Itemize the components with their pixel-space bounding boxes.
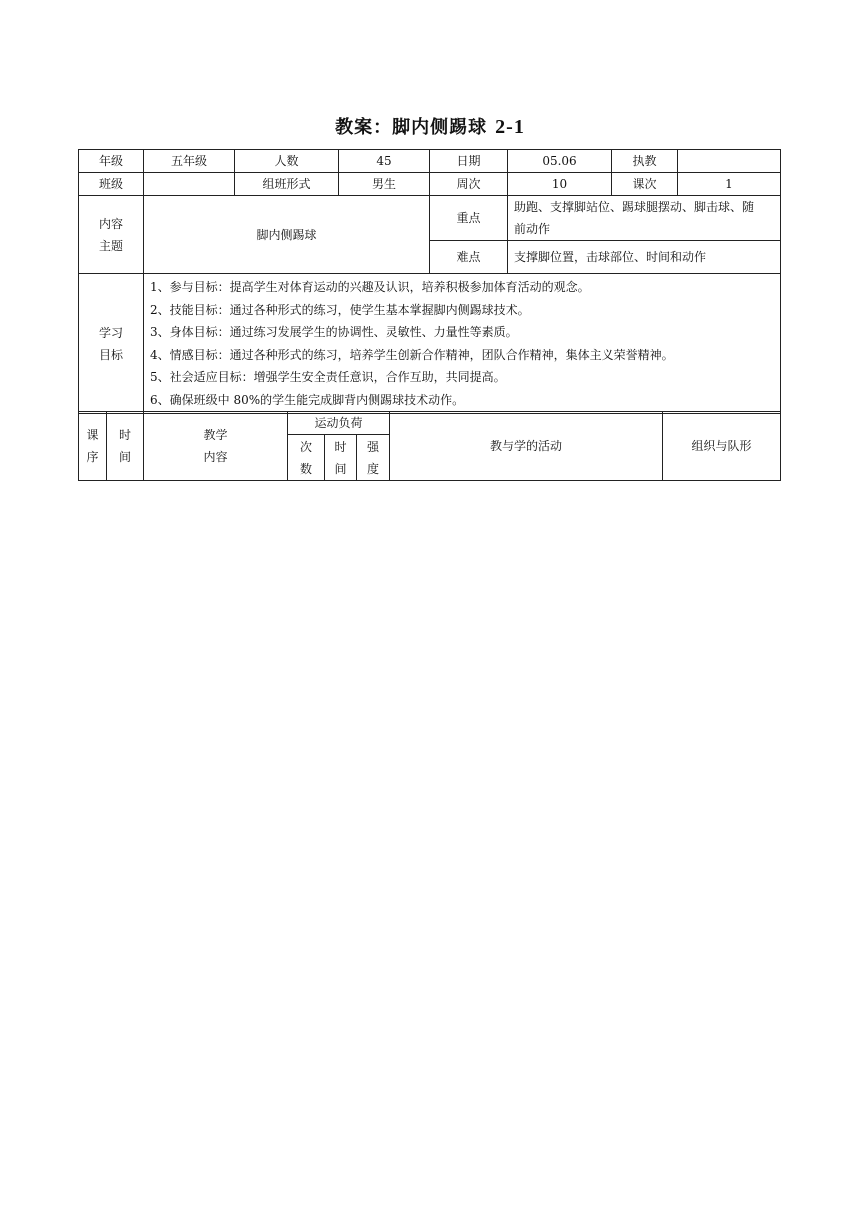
teacher-value: [678, 150, 781, 173]
teaching-line2: 内容: [203, 450, 228, 464]
date-label: 日期: [430, 150, 508, 173]
week-label: 周次: [430, 173, 508, 196]
goals-label-line1: 学习: [98, 325, 123, 340]
key-point-line2: 前动作: [514, 222, 551, 236]
schedule-header-row-1: [79, 412, 781, 435]
class-value: [144, 173, 235, 196]
learning-goals-row: [79, 274, 781, 414]
goal-item: 6、确保班级中 80%的学生能完成脚背内侧踢球技术动作。: [150, 392, 465, 407]
times-line1: 次: [299, 439, 312, 454]
exercise-load-header: 运动负荷: [288, 412, 390, 435]
goal-item: 1、参与目标：提高学生对体育运动的兴趣及认识，培养积极参加体育活动的观念。: [150, 280, 590, 294]
goal-item: 3、身体目标：通过练习发展学生的协调性、灵敏性、力量性等素质。: [150, 325, 518, 339]
learning-goals-label: [79, 274, 144, 414]
grade-value: 五年级: [144, 150, 235, 173]
group-form-label: 组班形式: [235, 173, 339, 196]
goal-item: 4、情感目标：通过各种形式的练习，培养学生创新合作精神，团队合作精神，集体主义荣誉精神。: [150, 347, 674, 362]
student-count-value: 45: [339, 150, 430, 173]
key-point-line1: 助跑、支撑脚站位、踢球腿摆动、脚击球、随: [514, 200, 755, 214]
key-point-label: 重点: [430, 196, 508, 241]
key-point-value: [508, 196, 781, 241]
time-line2: 间: [118, 450, 131, 464]
activities-header: 教与学的活动: [390, 412, 663, 481]
student-count-label: 人数: [235, 150, 339, 173]
times-line2: 数: [299, 461, 312, 476]
intensity-header: [357, 435, 390, 481]
week-value: 10: [508, 173, 612, 196]
difficulty-value: 支撑脚位置，击球部位、时间和动作: [508, 241, 781, 274]
intensity-line1: 强: [367, 439, 380, 454]
class-label: 班级: [79, 173, 144, 196]
info-row-1: [79, 150, 781, 173]
content-label-line1: 内容: [98, 216, 123, 231]
date-value: 05.06: [508, 150, 612, 173]
page-title: [0, 113, 860, 139]
repetitions-header: [288, 435, 325, 481]
goals-label-line2: 目标: [98, 347, 123, 362]
duration-line1: 时: [334, 439, 347, 454]
lesson-order-header: [79, 412, 107, 481]
difficulty-label: 难点: [430, 241, 508, 274]
key-point-row: [79, 196, 781, 241]
grade-label: 年级: [79, 150, 144, 173]
schedule-header-table: [78, 411, 781, 481]
title-number: 2-1: [495, 116, 525, 138]
lesson-info-table: [78, 149, 781, 414]
goal-item: 2、技能目标：通过各种形式的练习，使学生基本掌握脚内侧踢球技术。: [150, 302, 530, 317]
intensity-line2: 度: [367, 461, 380, 476]
duration-header: [325, 435, 357, 481]
time-header: [107, 412, 144, 481]
content-topic-label: [79, 196, 144, 274]
goal-item: 5、社会适应目标：增强学生安全责任意识，合作互助，共同提高。: [150, 370, 506, 384]
duration-line2: 间: [334, 461, 347, 476]
teacher-label: 执教: [612, 150, 678, 173]
group-form-value: 男生: [339, 173, 430, 196]
teaching-content-header: [144, 412, 288, 481]
lesson-number-value: 1: [678, 173, 781, 196]
order-line1: 课: [86, 428, 99, 442]
time-line1: 时: [118, 428, 131, 442]
title-text: 教案：脚内侧踢球: [335, 117, 488, 138]
info-row-2: [79, 173, 781, 196]
content-label-line2: 主题: [98, 238, 123, 253]
organization-header: 组织与队形: [663, 412, 781, 481]
order-line2: 序: [86, 450, 99, 464]
teaching-line1: 教学: [203, 428, 228, 442]
learning-goals-list: [144, 274, 781, 414]
lesson-number-label: 课次: [612, 173, 678, 196]
content-topic-value: 脚内侧踢球: [144, 196, 430, 274]
